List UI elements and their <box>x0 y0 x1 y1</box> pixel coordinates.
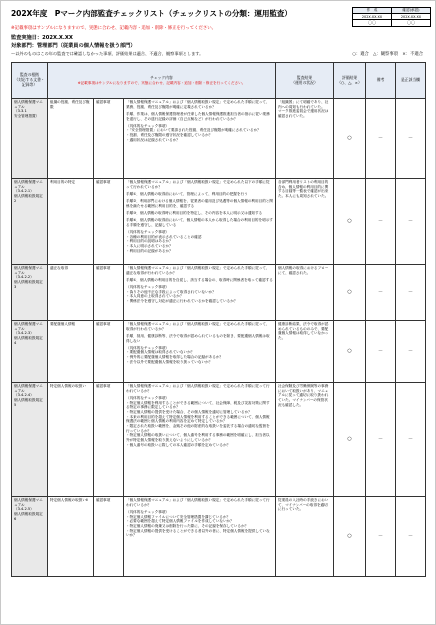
col-remarks: 備考 <box>366 63 396 99</box>
check-item: 手順．採用、健康診断等、法令で取得が認められているものを除き、要配慮個人情報は取得しない <box>126 333 270 343</box>
sub-check-title: （具体的なチェック事項） <box>126 509 170 514</box>
sub-check-item: ・特定個人情報の提供を受けた場合、その個人情報を適切に管理しているか？ <box>126 409 252 414</box>
sub-check-item: ・本人に明示されているか？ <box>126 243 173 248</box>
row-check-content <box>124 99 276 179</box>
stamp-header-approved: 確認(承認) <box>392 8 431 14</box>
check-item: 手順④．個人情報の取得前において、個人情報の本人から取得した場合の利用目的を明示する手順を遵守し、記録している <box>126 218 273 227</box>
row-corrective: － <box>396 179 426 265</box>
sub-check-item: ・特定個人情報の廃棄又は削除を行った際に、その記録を保存しているか？ <box>126 523 249 528</box>
row-corrective: － <box>396 383 426 497</box>
row-result: 個人情報の取得におけるフローにて、確認された。 <box>276 265 334 321</box>
sub-check-item: ・特定個人情報の提供を受けることができる者以外の者に、特定個人情報を提供していないか？ <box>126 528 270 538</box>
sub-check-item: ・各種の利用目的が表示されていることの確認 <box>126 234 202 239</box>
sub-check-title: （具体的なチェック事項） <box>126 345 170 350</box>
table-row <box>12 383 426 497</box>
row-eval: ○ <box>334 383 366 497</box>
row-basis: 個人情報保護マニュアル （3.4.2.4） 個人情報取扱規定 5 <box>12 383 48 497</box>
audit-date: 監査実施日：202X.X.XX <box>11 35 73 41</box>
row-result: 社会保険及び労働保険等の事務において取扱いがあり、マニュアルに従って適切に取り扱われていた。マイナンバーの保管状況も確認した。 <box>276 383 334 497</box>
row-remarks: － <box>366 383 396 497</box>
evaluation-note: ～以外のものはこの年の監査では確認しなかった事項、評価結果は適合、不適合、観察事項とします。 <box>11 51 204 56</box>
row-remarks: － <box>366 497 396 577</box>
row-item: 特定個人情報の取扱い <box>48 383 94 497</box>
stamp-header-created: 作 成 <box>353 8 392 14</box>
table-header-row <box>12 63 426 99</box>
sub-check-item: ・適用状況は記録されているか？ <box>126 137 180 142</box>
sample-notice: ※記載事項はサンプルになりますので、実態に合わせ、記載内容・追加・削除・修正を行ってください。 <box>11 26 217 31</box>
table-row <box>12 265 426 321</box>
col-basis: 監査の根拠 （対応する文書・記録等） <box>12 63 48 99</box>
row-result: 「組織図」にて明確であり、社内への周知も行われていた。 マーク推進委員会で運用状況は確認されていた。 <box>276 99 334 179</box>
sub-check-item: ・特定個人情報を利用することができる範囲について、社会保障、税及び災害対策に関する特定の事務に限定しているか？ <box>126 400 270 410</box>
sub-check-item: ・要配慮個人情報は取得されていないか？ <box>126 350 195 355</box>
audit-target: 対象部門：管理部門（従業員の個人情報を扱う部門） <box>11 43 136 49</box>
col-item: チェック内容 ※記載事項はサンプルになりますので、実態に合わせ、記載内容・追加・削除・修正を行ってください。 <box>48 63 276 99</box>
evaluation-legend: ○：適合 △：観察事項 ×：不適合 <box>352 52 423 57</box>
table-row <box>12 99 426 179</box>
row-corrective: － <box>396 265 426 321</box>
sub-check-item: ・個人番号の取扱いに際しての本人確認の手順を定めているか？ <box>126 442 231 447</box>
check-item: 「個人情報保護マニュアル」および「個人情報取扱い規定」で定められた手順に従って行われているか？ <box>126 384 270 393</box>
row-method: 確認事項 <box>94 179 124 265</box>
table-row <box>12 497 426 577</box>
check-item: 「個人情報保護マニュアル」および「個人情報取扱い規定」で定められた手順に従って行われているか？ <box>126 498 270 507</box>
row-method: 確認事項 <box>94 265 124 321</box>
checklist-table <box>11 62 426 577</box>
row-basis: 個人情報保護マニュアル （3.4.2.2） 個人情報取扱規定 3 <box>12 265 48 321</box>
row-method: 確認事項 <box>94 383 124 497</box>
sub-check-item: ・偽りその他不正な手段によって取得されていないか？ <box>126 289 216 294</box>
stamp-signer-approved: 〇〇 <box>392 20 431 27</box>
row-basis: 個人情報保護マニュアル （3.3.1 安全管理措置） <box>12 99 48 179</box>
row-check-content <box>124 383 276 497</box>
row-remarks: － <box>366 265 396 321</box>
row-check-content <box>124 265 276 321</box>
row-result: 健康診断結果、法令で取得が認められているもののみで、要配慮個人情報は取得していなかった。 <box>276 321 334 383</box>
sub-check-item: ・特定個人情報の取扱いについて、個人番号を利用する事務の範囲を明確にし、担当者以外が特定個人情報を取り扱えないようにしているか？ <box>126 433 270 442</box>
approval-stamp-table <box>352 7 431 27</box>
sub-check-item: ・法令以外で要配慮個人情報を取り扱っていないか？ <box>126 359 213 364</box>
table-row <box>12 321 426 383</box>
sub-check-title: （具体的なチェック事項） <box>126 123 170 128</box>
sub-check-item: ・本人同意の上取得されているか？ <box>126 294 184 299</box>
sub-check-item: ・利用目的の記録があるか？ <box>126 248 173 253</box>
row-basis: 個人情報保護マニュアル （3.4.2.3） 個人情報取扱規定 4 <box>12 321 48 383</box>
sub-check-item: ・本来の利用目的を超えて特定個人情報を利用することができる範囲について、個人情報保護法の範囲と個人情報の利用内容を定めて特定しているか？ <box>126 414 270 424</box>
stamp-date-created: 202X.XX.XX <box>353 14 392 20</box>
check-item: 「個人情報保護マニュアル」および「個人情報取扱い規定」で定められた手順に従って、業務、役割、責任及び権限が明確に定義されているか？ <box>126 100 270 109</box>
row-item: 組織の役割、責任及び権限 <box>48 99 94 179</box>
sub-check-title: （具体的なチェック事項） <box>126 285 170 290</box>
document-title: 202X年度 Pマーク内部監査チェックリスト（チェックリストの分類：運用監査） <box>11 9 292 18</box>
row-corrective: － <box>396 99 426 179</box>
sub-check-title: （具体的なチェック事項） <box>126 229 170 234</box>
row-check-content <box>124 497 276 577</box>
stamp-signer-created: 〇〇 <box>353 20 392 27</box>
check-item: 手順、作業は、個人情報保護管理者が任命した個人情報保護推進担当者の指示に従い業務を遂行し、その遂行記録の評価（自己点検など）が行われているか？ <box>126 111 270 121</box>
check-item: 手順①．個人情報の利用目的を自覚し、該当する場合の、取得時に関係者を取って確認する <box>126 277 273 282</box>
row-corrective: － <box>396 321 426 383</box>
sub-check-item: ・役割、責任及び権限の遵守状況を確認しているか？ <box>126 133 213 138</box>
row-eval: ○ <box>334 497 366 577</box>
check-item: 手順①．個人情報の取得前において、管理によって、利用目的の把握を行う <box>126 191 248 196</box>
sub-check-item: ・関係法令を遵守し対応が適正に行われているかを確認しているか？ <box>126 299 238 304</box>
col-eval: 評価結果 （○、△、×） <box>334 63 366 99</box>
table-row <box>12 179 426 265</box>
row-remarks: － <box>366 179 396 265</box>
sub-check-item: ・特定個人情報ファイルについて安全管理措置を講じているか？ <box>126 514 231 519</box>
check-item: 「個人情報保護マニュアル」および「個人情報取扱い規定」で定められた手順に従って、適正な取得が行われているか？ <box>126 266 270 275</box>
sub-check-item: ・「安全管理措置」において要請された役割、責任及び権限が明確にされているか？ <box>126 128 261 133</box>
sub-check-item: ・利用目的の説明はあるか？ <box>126 239 173 244</box>
row-result: 各部門利用者リストの利用目的含め、個人情報の利用目的に関する目録等一覧表で確認が出来た。本人にも周知されていた。 <box>276 179 334 265</box>
row-eval: ○ <box>334 321 366 383</box>
row-basis: 個人情報保護マニュアル （3.4.2.1） 個人情報取扱規定 2 <box>12 179 48 265</box>
col-item-red-note: ※記載事項はサンプルになりますので、実態に合わせ、記載内容・追加・削除・修正を行ってください。 <box>77 80 246 85</box>
sub-check-title: （具体的なチェック事項） <box>126 395 170 400</box>
row-eval: ○ <box>334 179 366 265</box>
row-item: 特定個人情報の取扱いⅡ <box>48 497 94 577</box>
row-remarks: － <box>366 99 396 179</box>
check-item: 手順②．利用部門における個人情報を、従業者の雇用及び処遇等の個人情報の利用目的と関係を満たせる範囲に利用目的を、確認する <box>126 199 273 208</box>
sub-check-item: ・必要な範囲を超えて特定個人情報ファイルを作成していないか？ <box>126 519 234 524</box>
row-eval: ○ <box>334 265 366 321</box>
col-corrective: 是正該当欄 <box>396 63 426 99</box>
row-item: 要配慮個人情報 <box>48 321 94 383</box>
sub-check-item: ・限定された取扱い範囲を、金銭その他の財産的な取扱いを委託する場合の適切な監督を行っているか？ <box>126 423 270 433</box>
row-method: 確認事項 <box>94 99 124 179</box>
sub-check-item: ・例外的に要配慮個人情報を取得した場合の記録があるか？ <box>126 355 224 360</box>
check-item: 「個人情報保護マニュアル」および「個人情報取扱い規定」で定められた手順に従って、取得が行われているか？ <box>126 322 270 331</box>
row-result: 従業員の入社時の手続きにおいて、マイナンバーの取得を適切に行っていた。 <box>276 497 334 577</box>
row-check-content <box>124 179 276 265</box>
check-item: 「個人情報保護マニュアル」および「個人情報取扱い規定」で定められた以下の手順に従って行われているか？ <box>126 180 270 189</box>
row-corrective: － <box>396 497 426 577</box>
check-item: 手順③．個人情報の取得時に利用目的を特定し、その内容を本人に明示又は通知する <box>126 210 263 215</box>
row-item: 利用目的の特定 <box>48 179 94 265</box>
row-basis: 個人情報保護マニュアル （3.4.2.5） 個人情報取扱規定 6 <box>12 497 48 577</box>
row-method: 確認事項 <box>94 321 124 383</box>
col-result: 監査結果 （運用の状況） <box>276 63 334 99</box>
row-eval: ○ <box>334 99 366 179</box>
row-check-content <box>124 321 276 383</box>
row-method: 確認事項 <box>94 497 124 577</box>
row-remarks: － <box>366 321 396 383</box>
stamp-date-approved: 202X.XX.XX <box>392 14 431 20</box>
row-item: 適正な取得 <box>48 265 94 321</box>
